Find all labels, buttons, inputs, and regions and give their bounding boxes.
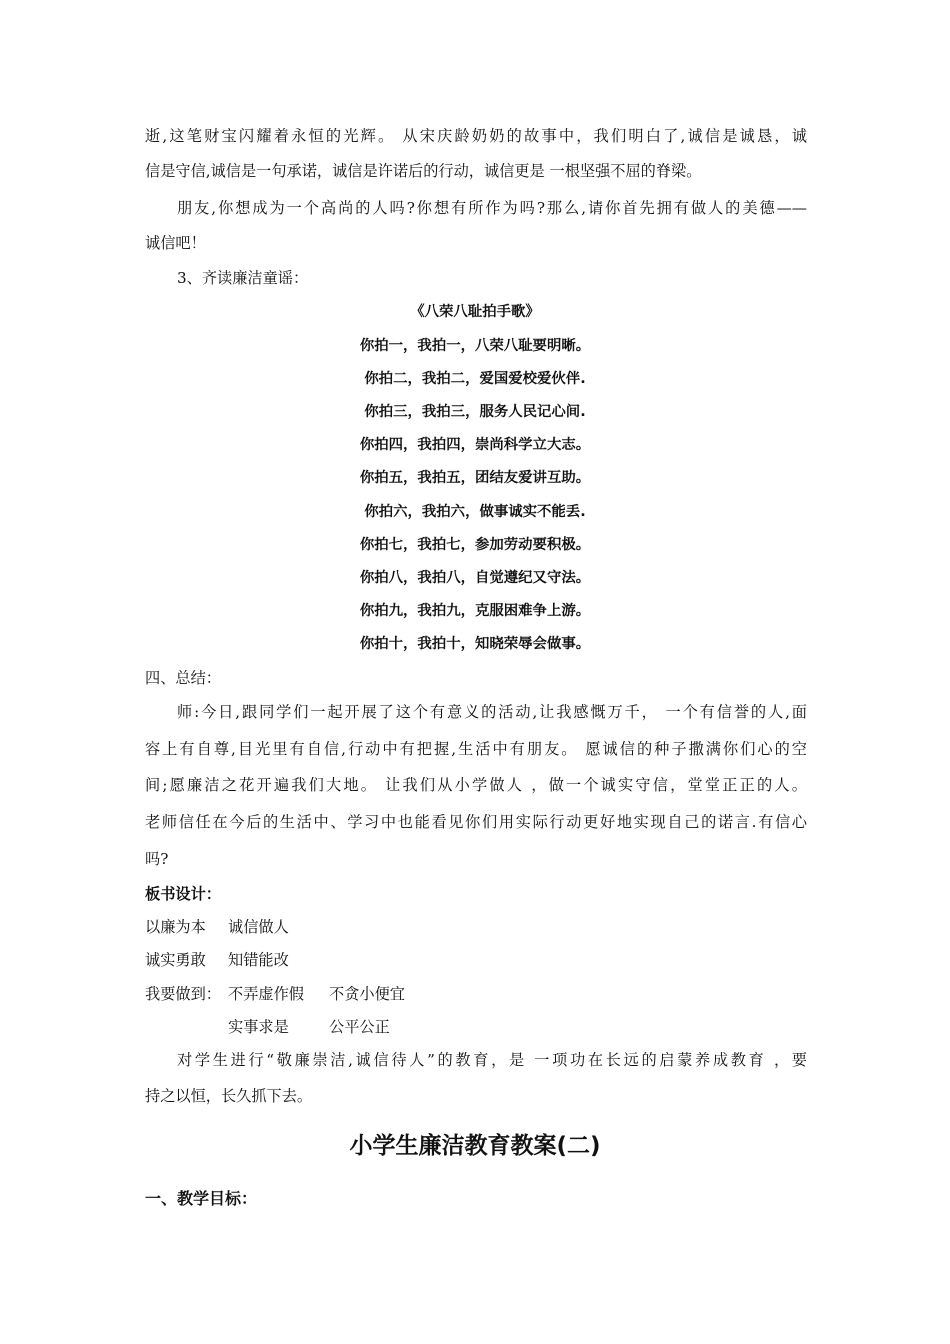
board-heading: 板书设计： <box>145 885 221 903</box>
board-item: 我要做到： <box>145 985 221 1003</box>
poem-line: 你拍二，我拍二，爱国爱校爱伙伴. <box>364 371 586 387</box>
paragraph-line: 持之以恒，长久抓下去。 <box>145 1087 313 1105</box>
poem-line: 你拍六，我拍六，做事诚实不能丢. <box>364 504 586 520</box>
board-item: 实事求是 <box>228 1018 289 1036</box>
board-item: 不弄虚作假 <box>228 985 304 1003</box>
paragraph-line: 信是守信,诚信是一句承诺，诚信是许诺后的行动，诚信更是 一根坚强不屈的脊梁。 <box>145 162 702 180</box>
board-item: 知错能改 <box>228 951 289 969</box>
paragraph-line: 师:今日,跟同学们一起开展了这个有意义的活动,让我感慨万千， 一个有信誉的人,面 <box>177 703 807 721</box>
poem-line: 你拍三，我拍三，服务人民记心间. <box>364 404 586 420</box>
paragraph-line: 容上有自尊,目光里有自信,行动中有把握,生活中有朋友。 愿诚信的种子撒满你们心的空 <box>145 740 807 758</box>
paragraph-line: 吗? <box>145 850 169 868</box>
poem-line: 你拍十，我拍十，知晓荣辱会做事。 <box>359 636 591 652</box>
list-item-label: 3、齐读廉洁童谣： <box>177 269 309 287</box>
poem-line: 你拍一，我拍一，八荣八耻要明晰。 <box>359 338 591 354</box>
poem-line: 你拍五，我拍五，团结友爱讲互助。 <box>359 470 591 486</box>
paragraph-line: 对学生进行“敬廉崇洁,诚信待人”的教育，是 一项功在长远的启蒙养成教育 ，要 <box>177 1051 807 1069</box>
poem-line: 你拍四，我拍四，崇尚科学立大志。 <box>359 437 591 453</box>
paragraph-line: 朋友,你想成为一个高尚的人吗?你想有所作为吗?那么,请你首先拥有做人的美德—— <box>177 199 807 217</box>
poem-line: 你拍八，我拍八，自觉遵纪又守法。 <box>359 570 591 586</box>
document-title: 小学生廉洁教育教案(二) <box>349 1133 601 1159</box>
paragraph-line: 老师信任在今后的生活中、学习中也能看见你们用实际行动更好地实现自己的诺言.有信心 <box>145 813 807 831</box>
board-item: 不贪小便宜 <box>329 985 405 1003</box>
poem-title: 《八荣八耻拍手歌》 <box>410 304 540 320</box>
poem-line: 你拍七，我拍七，参加劳动要积极。 <box>359 537 591 553</box>
section-heading: 一、教学目标： <box>145 1189 258 1208</box>
paragraph-line: 诚信吧！ <box>145 234 206 252</box>
board-item: 以廉为本 <box>145 918 206 936</box>
board-item: 诚实勇敢 <box>145 951 206 969</box>
section-heading: 四、总结： <box>145 669 221 687</box>
paragraph-line: 逝,这笔财宝闪耀着永恒的光辉。 从宋庆龄奶奶的故事中，我们明白了,诚信是诚恳，诚 <box>145 127 807 145</box>
board-item: 公平公正 <box>329 1018 390 1036</box>
paragraph-line: 间;愿廉洁之花开遍我们大地。 让我们从小学做人 ，做一个诚实守信，堂堂正正的人。 <box>145 776 807 794</box>
board-item: 诚信做人 <box>228 918 289 936</box>
poem-line: 你拍九，我拍九，克服困难争上游。 <box>359 603 591 619</box>
